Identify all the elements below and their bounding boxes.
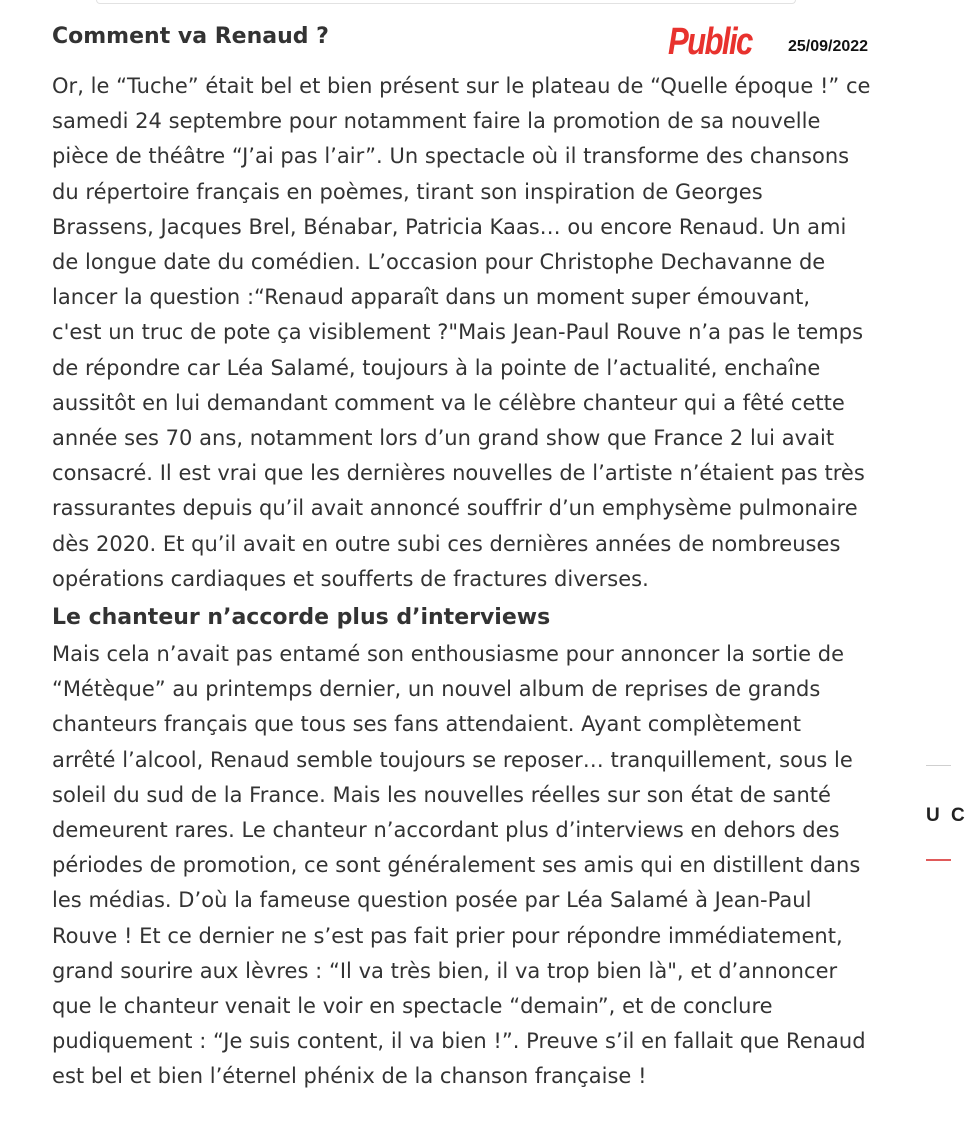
paragraph-line: arrêté l’alcool, Renaud semble toujours se reposer… tranquillement, sous le bbox=[52, 747, 853, 772]
paragraph-line: lancer la question :“Renaud apparaît dans un moment super émouvant, bbox=[52, 285, 811, 310]
paragraph-1 bbox=[52, 69, 936, 597]
paragraph-line: consacré. Il est vrai que les dernières nouvelles de l’artiste n’étaient pas très bbox=[52, 461, 865, 486]
paragraph-line: soleil du sud de la France. Mais les nouvelles réelles sur son état de santé bbox=[52, 782, 831, 807]
section-heading-interviews: Le chanteur n’accorde plus d’interviews bbox=[52, 605, 551, 630]
paragraph-line: est bel et bien l’éternel phénix de la chanson française ! bbox=[52, 1064, 647, 1089]
sidebar-text-fragment: U C bbox=[926, 805, 968, 826]
paragraph-line: pudiquement : “Je suis content, il va bien !”. Preuve s’il en fallait que Renaud bbox=[52, 1029, 866, 1054]
paragraph-line: samedi 24 septembre pour notamment faire la promotion de sa nouvelle bbox=[52, 109, 821, 134]
paragraph-line: Or, le “Tuche” était bel et bien présent sur le plateau de “Quelle époque !” ce bbox=[52, 74, 871, 98]
paragraph-line: demeurent rares. Le chanteur n’accordant plus d’interviews en dehors des bbox=[52, 818, 840, 843]
paragraph-line: dès 2020. Et qu’il avait en outre subi ces dernières années de nombreuses bbox=[52, 531, 841, 556]
paragraph-line: les médias. D’où la fameuse question posée par Léa Salamé à Jean-Paul bbox=[52, 888, 812, 913]
paragraph-line: année ses 70 ans, notamment lors d’un grand show que France 2 lui avait bbox=[52, 426, 835, 451]
publication-date: 25/09/2022 bbox=[788, 38, 869, 55]
paragraph-line: Mais cela n’avait pas entamé son enthousiasme pour annoncer la sortie de bbox=[52, 642, 845, 666]
paragraph-line: Brassens, Jacques Brel, Bénabar, Patricia Kaas… ou encore Renaud. Un ami bbox=[52, 214, 847, 239]
paragraph-line: opérations cardiaques et soufferts de fractures diverses. bbox=[52, 566, 649, 591]
paragraph-line: “Métèque” au printemps dernier, un nouvel album de reprises de grands bbox=[52, 677, 821, 702]
public-logo: Public bbox=[668, 21, 752, 63]
paragraph-line: pièce de théâtre “J’ai pas l’air”. Un spectacle où il transforme des chansons bbox=[52, 144, 850, 169]
paragraph-line: aussitôt en lui demandant comment va le célèbre chanteur qui a fêté cette bbox=[52, 390, 845, 415]
paragraph-line: Rouve ! Et ce dernier ne s’est pas fait prier pour répondre immédiatement, bbox=[52, 923, 843, 948]
sidebar-divider bbox=[926, 765, 951, 766]
top-container-edge bbox=[96, 0, 796, 4]
section-heading-comment-va-renaud: Comment va Renaud ? bbox=[52, 24, 329, 49]
paragraph-line: rassurantes depuis qu’il avait annoncé souffrir d’un emphysème pulmonaire bbox=[52, 496, 858, 521]
sidebar-accent-line bbox=[926, 859, 951, 861]
paragraph-line: périodes de promotion, ce sont généralement ses amis qui en distillent dans bbox=[52, 853, 861, 878]
paragraph-line: que le chanteur venait le voir en spectacle “demain”, et de conclure bbox=[52, 994, 773, 1019]
paragraph-2 bbox=[52, 637, 936, 1095]
paragraph-line: du répertoire français en poèmes, tirant son inspiration de Georges bbox=[52, 179, 763, 204]
paragraph-line: c'est un truc de pote ça visiblement ?"Mais Jean-Paul Rouve n’a pas le temps bbox=[52, 320, 864, 345]
paragraph-line: chanteurs français que tous ses fans attendaient. Ayant complètement bbox=[52, 712, 801, 737]
paragraph-line: de répondre car Léa Salamé, toujours à la pointe de l’actualité, enchaîne bbox=[52, 355, 821, 380]
paragraph-line: de longue date du comédien. L’occasion pour Christophe Dechavanne de bbox=[52, 250, 826, 275]
paragraph-line: grand sourire aux lèvres : “Il va très bien, il va trop bien là", et d’annoncer bbox=[52, 958, 838, 983]
